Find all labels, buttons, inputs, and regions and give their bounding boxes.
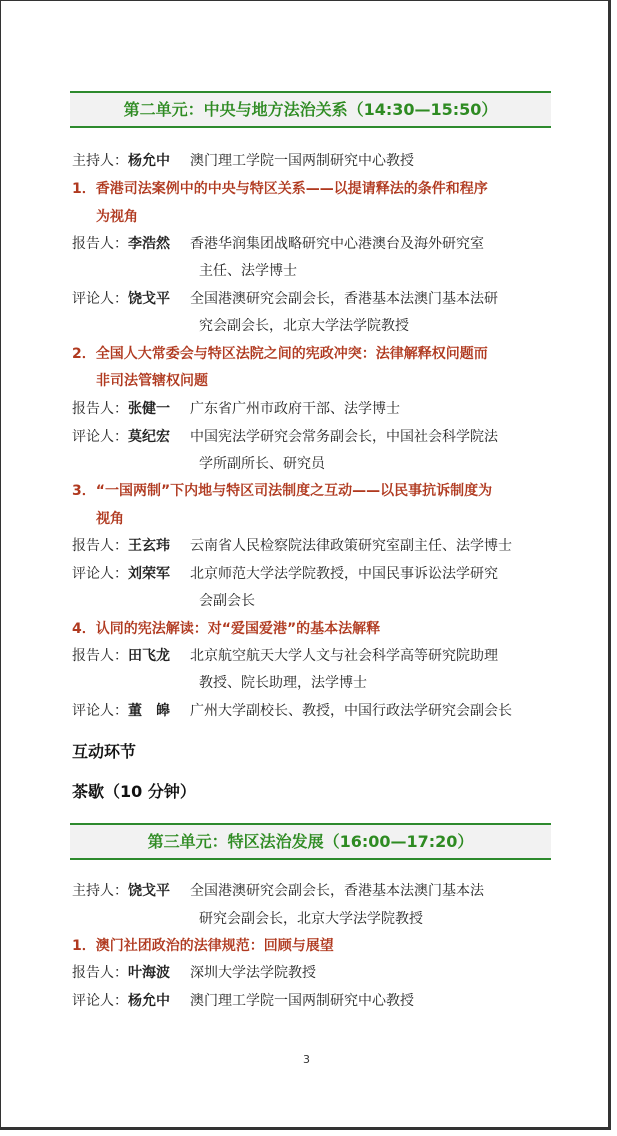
label: 评论人： bbox=[72, 993, 128, 1009]
u2-reporter-2 bbox=[72, 399, 562, 419]
u3-topic-1: 1．澳门社团政治的法律规范：回顾与展望 bbox=[72, 938, 334, 954]
affiliation: 澳门理工学院一国两制研究中心教授 bbox=[190, 153, 414, 169]
u2-commentator-3-cont: 会副会长 bbox=[199, 593, 255, 609]
u3-reporter-1 bbox=[72, 963, 562, 983]
affiliation: 深圳大学法学院教授 bbox=[190, 965, 316, 981]
affiliation: 中国宪法学研究会常务副会长，中国社会科学院法 bbox=[190, 429, 498, 445]
u2-topic-3: 3．“一国两制”下内地与特区司法制度之互动——以民事抗诉制度为 bbox=[72, 483, 493, 499]
person-name: 杨允中 bbox=[128, 153, 170, 169]
u2-topic-4: 4．认同的宪法解读：对“爱国爱港”的基本法解释 bbox=[72, 621, 381, 637]
label: 报告人： bbox=[72, 236, 128, 252]
person-name: 莫纪宏 bbox=[128, 429, 170, 445]
u2-topic-3-cont: 视角 bbox=[96, 511, 124, 527]
affiliation: 广州大学副校长、教授，中国行政法学研究会副会长 bbox=[190, 703, 512, 719]
u2-reporter-1 bbox=[72, 234, 562, 254]
person-name: 刘荣军 bbox=[128, 566, 170, 582]
person-name: 李浩然 bbox=[128, 236, 170, 252]
unit-2-header: 第二单元：中央与地方法治关系（14:30—15:50） bbox=[70, 91, 551, 128]
u2-reporter-4-cont: 教授、院长助理，法学博士 bbox=[199, 675, 367, 691]
affiliation: 全国港澳研究会副会长，香港基本法澳门基本法研 bbox=[190, 291, 498, 307]
affiliation: 澳门理工学院一国两制研究中心教授 bbox=[190, 993, 414, 1009]
u2-commentator-2 bbox=[72, 427, 562, 447]
person-name: 叶海波 bbox=[128, 965, 170, 981]
affiliation: 北京航空航天大学人文与社会科学高等研究院助理 bbox=[190, 648, 498, 664]
affiliation: 云南省人民检察院法律政策研究室副主任、法学博士 bbox=[190, 538, 512, 554]
u2-commentator-3 bbox=[72, 564, 562, 584]
affiliation: 北京师范大学法学院教授，中国民事诉讼法学研究 bbox=[190, 566, 498, 582]
label: 评论人： bbox=[72, 429, 128, 445]
u2-topic-1: 1．香港司法案例中的中央与特区关系——以提请释法的条件和程序 bbox=[72, 181, 488, 197]
u2-topic-1-cont: 为视角 bbox=[96, 209, 138, 225]
label: 评论人： bbox=[72, 291, 128, 307]
label: 主持人： bbox=[72, 883, 128, 899]
tea-break-heading: 茶歇（10 分钟） bbox=[72, 782, 196, 801]
u2-reporter-3 bbox=[72, 536, 562, 556]
affiliation: 广东省广州市政府干部、法学博士 bbox=[190, 401, 400, 417]
label: 主持人： bbox=[72, 153, 128, 169]
u2-reporter-4 bbox=[72, 646, 562, 666]
affiliation: 香港华润集团战略研究中心港澳台及海外研究室 bbox=[190, 236, 484, 252]
u2-reporter-1-cont: 主任、法学博士 bbox=[199, 263, 297, 279]
person-name: 饶戈平 bbox=[128, 883, 170, 899]
u2-topic-2: 2．全国人大常委会与特区法院之间的宪政冲突：法律解释权问题而 bbox=[72, 346, 488, 362]
person-name: 董 皞 bbox=[128, 703, 170, 719]
label: 报告人： bbox=[72, 538, 128, 554]
u3-host bbox=[72, 881, 562, 901]
person-name: 杨允中 bbox=[128, 993, 170, 1009]
u2-commentator-1-cont: 究会副会长，北京大学法学院教授 bbox=[199, 318, 409, 334]
person-name: 田飞龙 bbox=[128, 648, 170, 664]
u2-host bbox=[72, 151, 562, 171]
u3-host-cont: 研究会副会长，北京大学法学院教授 bbox=[199, 911, 423, 927]
label: 报告人： bbox=[72, 965, 128, 981]
u2-topic-2-cont: 非司法管辖权问题 bbox=[96, 373, 208, 389]
interaction-heading: 互动环节 bbox=[72, 742, 137, 761]
person-name: 王玄玮 bbox=[128, 538, 170, 554]
u2-commentator-1 bbox=[72, 289, 562, 309]
u3-commentator-1 bbox=[72, 991, 562, 1011]
unit-3-header: 第三单元：特区法治发展（16:00—17:20） bbox=[70, 823, 551, 860]
u2-commentator-4 bbox=[72, 701, 562, 721]
person-name: 张健一 bbox=[128, 401, 170, 417]
label: 评论人： bbox=[72, 566, 128, 582]
page-number: 3 bbox=[303, 1053, 310, 1066]
affiliation: 全国港澳研究会副会长，香港基本法澳门基本法 bbox=[190, 883, 484, 899]
label: 评论人： bbox=[72, 703, 128, 719]
u2-commentator-2-cont: 学所副所长、研究员 bbox=[199, 456, 325, 472]
person-name: 饶戈平 bbox=[128, 291, 170, 307]
label: 报告人： bbox=[72, 648, 128, 664]
label: 报告人： bbox=[72, 401, 128, 417]
